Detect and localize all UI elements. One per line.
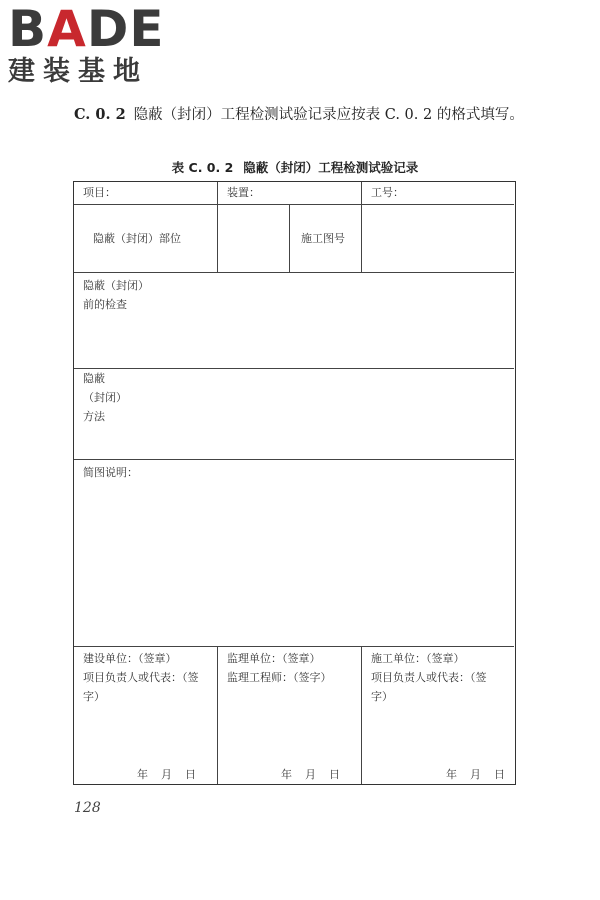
- clause-number: C. 0. 2: [74, 106, 126, 123]
- col-divider: [361, 182, 362, 272]
- supervisor-engineer-label: 监理工程师：（签字）: [227, 671, 332, 684]
- contractor-date: 年 月 日: [446, 768, 506, 781]
- method-label-line1: 隐蔽: [83, 372, 105, 385]
- col-divider: [361, 646, 362, 784]
- row-divider: [74, 368, 514, 369]
- col-divider: [217, 646, 218, 784]
- device-label: 装置：: [227, 186, 260, 199]
- clause-text: 隐蔽（封闭）工程检测试验记录应按表 C. 0. 2 的格式填写。: [133, 107, 524, 123]
- concealed-part-label: 隐蔽（封闭）部位: [93, 232, 181, 245]
- row-divider: [74, 646, 514, 647]
- owner-date: 年 月 日: [137, 768, 197, 781]
- table-number: 表 C. 0. 2: [171, 160, 234, 175]
- clause-paragraph: [74, 103, 524, 127]
- logo-subtitle: 建装基地: [8, 56, 148, 87]
- page-number: 128: [74, 800, 101, 816]
- col-divider: [289, 204, 290, 272]
- contractor-unit-label: 施工单位：（签章）: [371, 652, 465, 665]
- row-divider: [74, 204, 514, 205]
- contractor-representative-label: 项目负责人或代表：（签: [371, 671, 487, 684]
- supervisor-date: 年 月 日: [281, 768, 341, 781]
- col-divider: [217, 182, 218, 272]
- record-form-table: [73, 181, 516, 785]
- owner-unit-label: 建设单位：（签章）: [83, 652, 177, 665]
- job-number-label: 工号：: [371, 186, 404, 199]
- supervisor-unit-label: 监理单位：（签章）: [227, 652, 321, 665]
- owner-representative-label: 项目负责人或代表：（签: [83, 671, 199, 684]
- owner-representative-label-cont: 字）: [83, 690, 105, 703]
- row-divider: [74, 459, 514, 460]
- table-title: 隐蔽（封闭）工程检测试验记录: [243, 160, 419, 175]
- project-label: 项目：: [83, 186, 116, 199]
- table-caption: [74, 158, 516, 176]
- method-label-line3: 方法: [83, 410, 105, 423]
- pre-check-label-line1: 隐蔽（封闭）: [83, 279, 149, 292]
- drawing-number-label: 施工图号: [301, 232, 345, 245]
- contractor-representative-label-cont: 字）: [371, 690, 393, 703]
- sketch-label: 简图说明：: [83, 466, 138, 479]
- row-divider: [74, 272, 514, 273]
- method-label-line2: （封闭）: [83, 391, 127, 404]
- pre-check-label-line2: 前的检查: [83, 298, 127, 311]
- logo-wordmark: BADE: [8, 0, 165, 58]
- bade-logo: [8, 0, 183, 88]
